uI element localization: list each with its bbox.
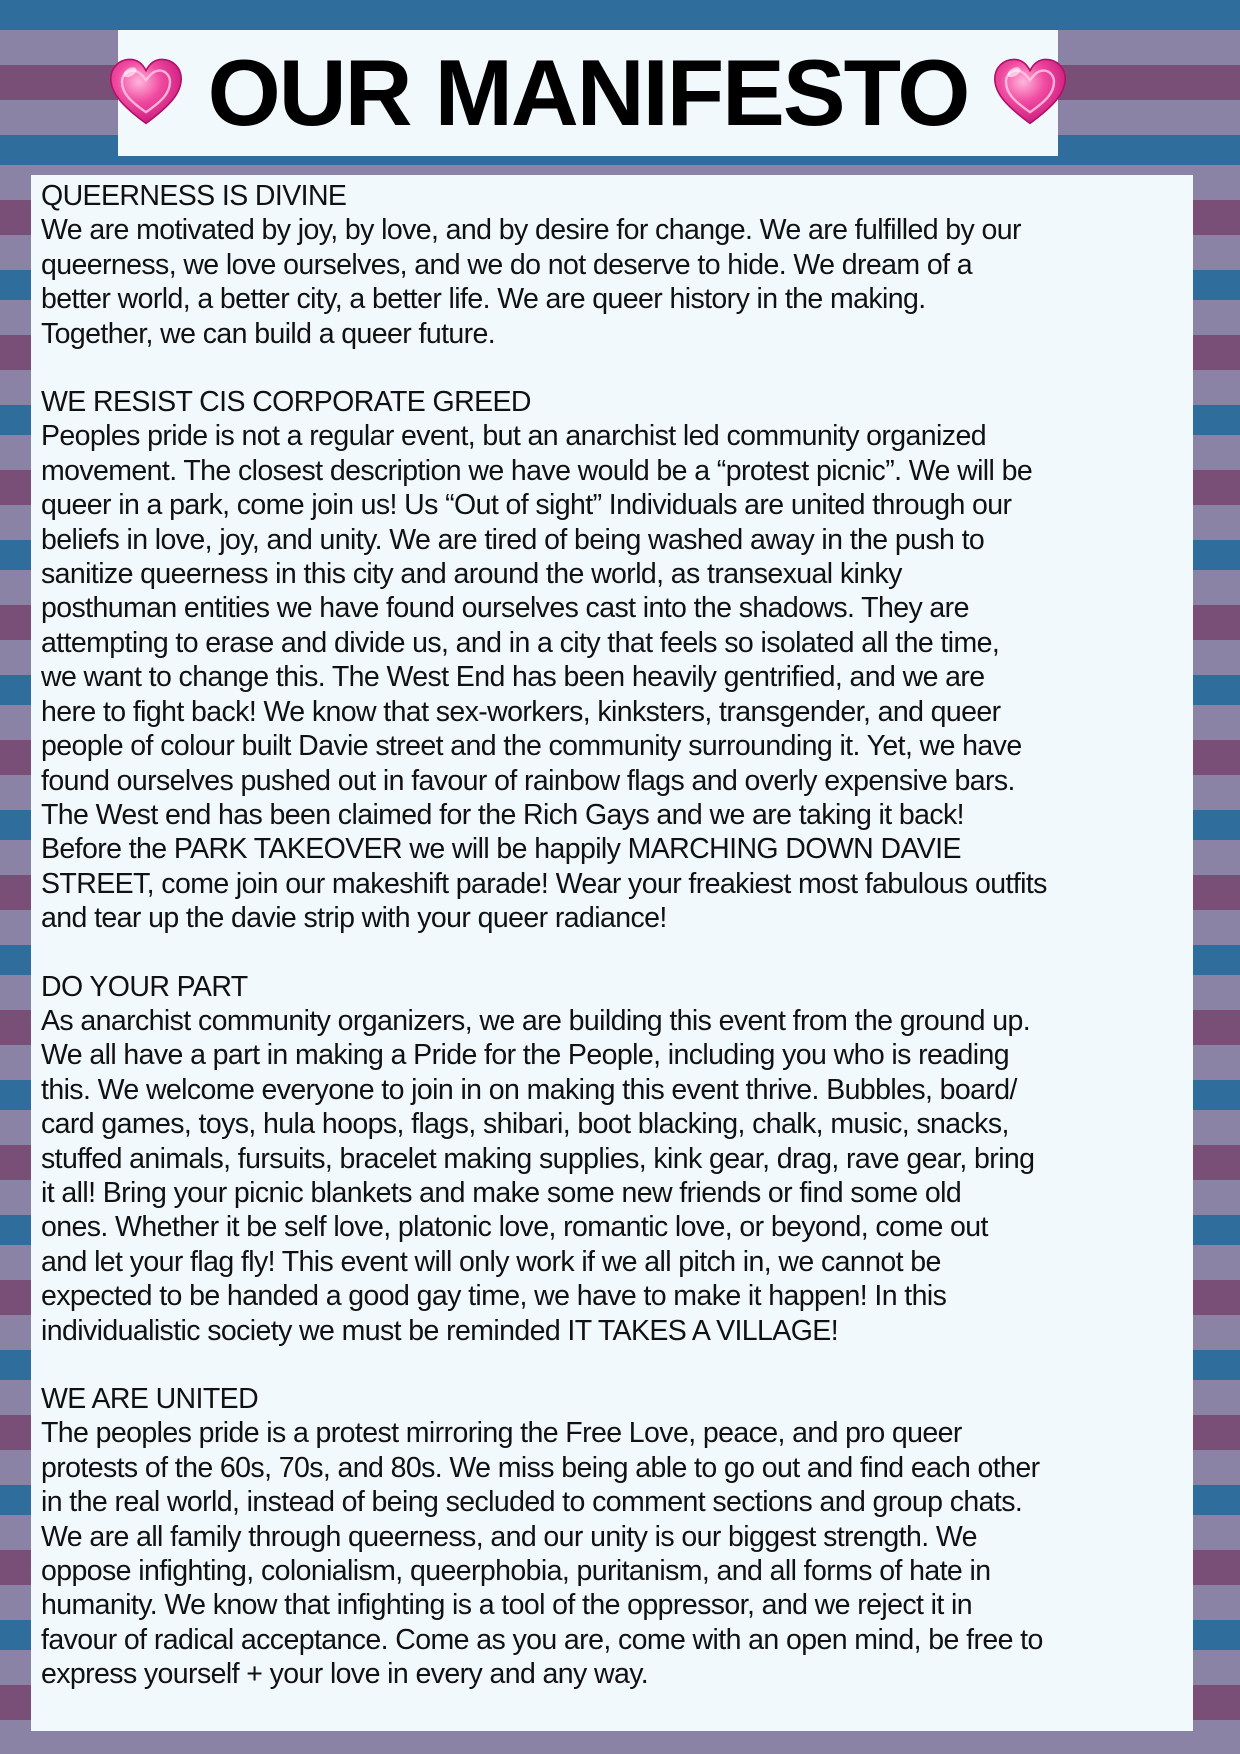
body-line: here to fight back! We know that sex-workers, kinksters, transgender, and queer — [41, 695, 1001, 728]
section-heading: WE RESIST CIS CORPORATE GREED — [41, 386, 531, 419]
body-line: The West end has been claimed for the Rich Gays and we are taking it back! — [41, 798, 965, 831]
heart-icon — [990, 53, 1070, 133]
body-line: stuffed animals, fursuits, bracelet making supplies, kink gear, drag, rave gear, bring — [41, 1142, 1035, 1175]
body-line: attempting to erase and divide us, and in a city that feels so isolated all the time, — [41, 626, 1000, 659]
body-line: it all! Bring your picnic blankets and make some new friends or find some old — [41, 1176, 962, 1209]
body-line: expected to be handed a good gay time, we have to make it happen! In this — [41, 1280, 947, 1313]
body-line: Before the PARK TAKEOVER we will be happily MARCHING DOWN DAVIE — [41, 833, 961, 866]
body-line: people of colour built Davie street and the community surrounding it. Yet, we have — [41, 730, 1022, 763]
section-body — [41, 213, 1185, 351]
section-heading: QUEERNESS IS DIVINE — [41, 180, 347, 212]
body-line: found ourselves pushed out in favour of rainbow flags and overly expensive bars. — [41, 764, 1015, 797]
heart-icon — [106, 53, 186, 133]
section-body — [41, 419, 1185, 935]
body-line: posthuman entities we have found ourselves cast into the shadows. They are — [41, 592, 969, 625]
section-heading: WE ARE UNITED — [41, 1383, 259, 1415]
body-line: queer in a park, come join us! Us “Out of sight” Individuals are united through our — [41, 489, 1012, 522]
body-line: STREET, come join our makeshift parade! Wear your freakiest most fabulous outfits — [41, 867, 1047, 900]
heart-icon-left — [106, 53, 186, 133]
body-line: protests of the 60s, 70s, and 80s. We miss being able to go out and find each other — [41, 1451, 1040, 1484]
body-line: Peoples pride is not a regular event, but an anarchist led community organized — [41, 420, 986, 453]
body-line: better world, a better city, a better life. We are queer history in the making. — [41, 283, 926, 316]
heart-icon-right — [990, 53, 1070, 133]
section-body — [41, 1004, 1185, 1348]
manifesto-section — [41, 970, 1185, 1348]
body-line: We are motivated by joy, by love, and by desire for change. We are fulfilled by our — [41, 214, 1021, 247]
page-title: OUR MANIFESTO — [207, 40, 969, 145]
manifesto-section — [41, 179, 1185, 351]
body-line: in the real world, instead of being secluded to comment sections and group chats. — [41, 1486, 1023, 1519]
body-line: Together, we can build a queer future. — [41, 317, 496, 350]
body-line: ones. Whether it be self love, platonic love, romantic love, or beyond, come out — [41, 1211, 988, 1244]
body-line: oppose infighting, colonialism, queerphobia, puritanism, and all forms of hate in — [41, 1555, 991, 1588]
body-line: We all have a part in making a Pride for the People, including you who is reading — [41, 1039, 1009, 1072]
body-line: we want to change this. The West End has been heavily gentrified, and we are — [41, 661, 985, 694]
manifesto-panel — [31, 175, 1193, 1731]
manifesto-section — [41, 385, 1185, 936]
title-banner — [118, 30, 1058, 156]
section-heading: DO YOUR PART — [41, 970, 248, 1003]
body-line: We are all family through queerness, and our unity is our biggest strength. We — [41, 1520, 977, 1553]
manifesto-section — [41, 1382, 1185, 1692]
body-line: and tear up the davie strip with your queer radiance! — [41, 902, 667, 935]
body-line: this. We welcome everyone to join in on making this event thrive. Bubbles, board/ — [41, 1073, 1017, 1106]
body-line: beliefs in love, joy, and unity. We are tired of being washed away in the push to — [41, 523, 985, 556]
section-body — [41, 1416, 1185, 1691]
body-line: The peoples pride is a protest mirroring the Free Love, peace, and pro queer — [41, 1417, 962, 1450]
body-line: sanitize queerness in this city and around the world, as transexual kinky — [41, 558, 902, 591]
body-line: movement. The closest description we have would be a “protest picnic”. We will be — [41, 454, 1033, 487]
body-line: and let your flag fly! This event will only work if we all pitch in, we cannot be — [41, 1245, 941, 1278]
body-line: queerness, we love ourselves, and we do not deserve to hide. We dream of a — [41, 248, 972, 281]
body-line: As anarchist community organizers, we are building this event from the ground up. — [41, 1004, 1031, 1037]
body-line: express yourself + your love in every and any way. — [41, 1658, 649, 1691]
body-line: individualistic society we must be reminded IT TAKES A VILLAGE! — [41, 1314, 839, 1347]
body-line: favour of radical acceptance. Come as you are, come with an open mind, be free to — [41, 1623, 1043, 1656]
body-line: card games, toys, hula hoops, flags, shibari, boot blacking, chalk, music, snacks, — [41, 1108, 1009, 1141]
body-line: humanity. We know that infighting is a tool of the oppressor, and we reject it in — [41, 1589, 972, 1622]
